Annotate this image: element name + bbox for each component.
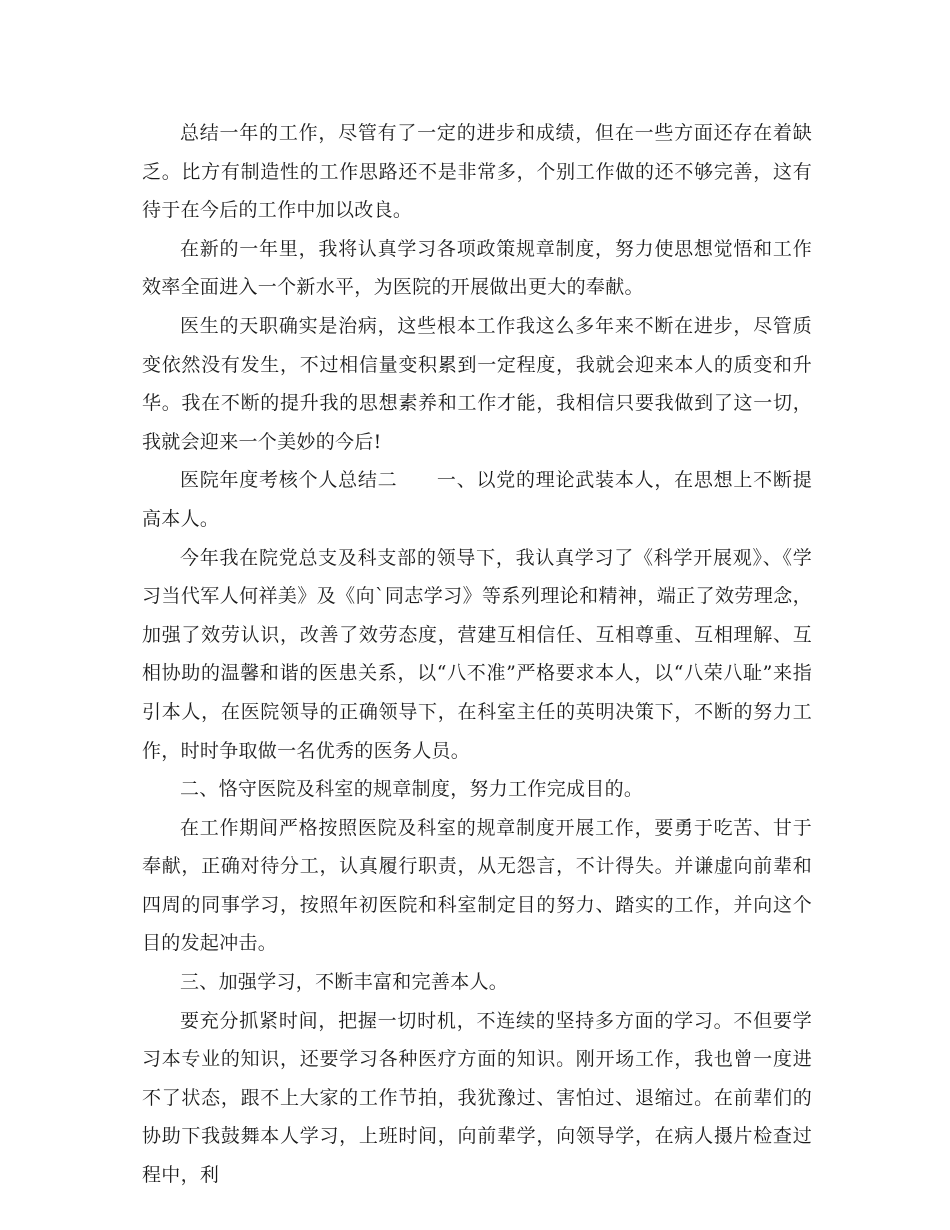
paragraph-doctor-duty: 医生的天职确实是治病，这些根本工作我这么多年来不断在进步，尽管质变依然没有发生，不过相信量变积累到一定程度，我就会迎来本人的质变和升华。我在不断的提升我的思想素养和工作才能，我相信只要我做到了这一切，我就会迎来一个美妙的今后! xyxy=(142,314,812,453)
document-body xyxy=(142,114,812,1195)
paragraph-learning: 要充分抓紧时间，把握一切时机，不连续的坚持多方面的学习。不但要学习本专业的知识，还要学习各种医疗方面的知识。刚开场工作，我也曾一度进不了状态，跟不上大家的工作节拍，我犹豫过、害怕过、退缩过。在前辈们的协助下我鼓舞本人学习，上班时间，向前辈学，向领导学，在病人摄片检查过程中，利 xyxy=(142,1009,812,1187)
paragraph-summary: 总结一年的工作，尽管有了一定的进步和成绩，但在一些方面还存在着缺乏。比方有制造性的工作思路还不是非常多，个别工作做的还不够完善，这有待于在今后的工作中加以改良。 xyxy=(142,122,812,222)
paragraph-section-heading-three: 三、加强学习，不断丰富和完善本人。 xyxy=(180,971,509,994)
paragraph-rules: 在工作期间严格按照医院及科室的规章制度开展工作，要勇于吃苦、甘于奉献，正确对待分工，认真履行职责，从无怨言，不计得失。并谦虚向前辈和四周的同事学习，按照年初医院和科室制定目的努力、踏实的工作，并向这个目的发起冲击。 xyxy=(142,816,812,955)
paragraph-new-year: 在新的一年里，我将认真学习各项政策规章制度，努力使思想觉悟和工作效率全面进入一个新水平，为医院的开展做出更大的奉献。 xyxy=(142,237,812,299)
paragraph-section-heading-one: 医院年度考核个人总结二 一、以党的理论武装本人，在思想上不断提高本人。 xyxy=(142,469,812,530)
paragraph-section-heading-two: 二、恪守医院及科室的规章制度，努力工作完成目的。 xyxy=(180,778,644,801)
paragraph-party-study: 今年我在院党总支及科支部的领导下，我认真学习了《科学开展观》、《学习当代军人何祥美》及《向`同志学习》等系列理论和精神，端正了效劳理念，加强了效劳认识，改善了效劳态度，营建互相信任、互相尊重、互相理解、互相协助的温馨和谐的医患关系，以“八不准”严格要求本人，以“八荣八耻”来指引本人，在医院领导的正确领导下，在科室主任的英明决策下，不断的努力工作，时时争取做一名优秀的医务人员。 xyxy=(142,546,812,762)
